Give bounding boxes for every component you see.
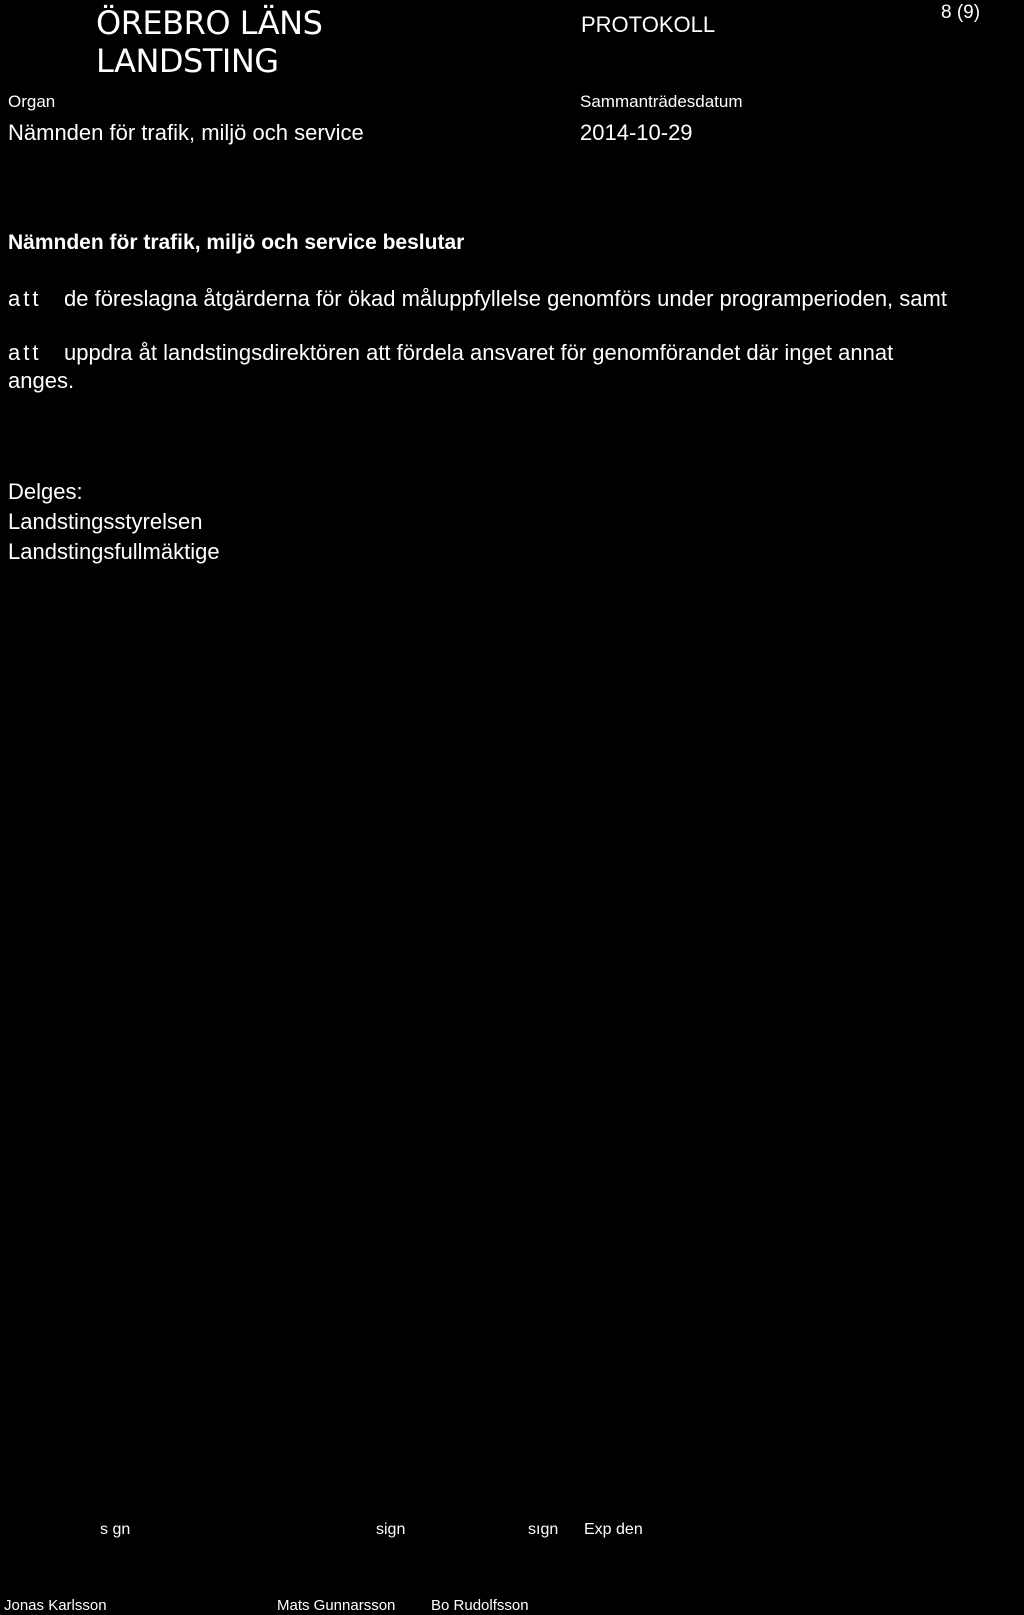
expedition-date-label: Exp den [584, 1521, 643, 1538]
clause-prefix: att [8, 340, 42, 365]
decision-clause [8, 339, 893, 395]
clause-text: uppdra åt landstingsdirektören att fördela ansvaret för genomförandet där inget annat [64, 340, 894, 365]
clause-prefix: att [8, 286, 42, 311]
decision-clause [8, 285, 947, 313]
clause-text: de föreslagna åtgärderna för ökad måluppfyllelse genomförs under programperioden, samt [64, 286, 947, 311]
signatory-name: Jonas Karlsson [4, 1597, 107, 1614]
page-number: 8 (9) [941, 2, 981, 23]
organization-logo [96, 4, 322, 80]
signatory-name: Bo Rudolfsson [431, 1597, 529, 1614]
logo-line-2: LANDSTING [96, 42, 279, 80]
meeting-date-value: 2014-10-29 [580, 120, 693, 145]
distribution-item: Landstingsfullmäktige [8, 539, 220, 564]
distribution-list [8, 477, 220, 567]
logo-line-1: ÖREBRO LÄNS [96, 4, 323, 42]
signature-label: s gn [100, 1521, 131, 1538]
distribution-item: Landstingsstyrelsen [8, 509, 203, 534]
organ-value: Nämnden för trafik, miljö och service [8, 120, 364, 145]
meeting-date-label: Sammanträdesdatum [580, 92, 743, 111]
decision-heading: Nämnden för trafik, miljö och service beslutar [8, 231, 465, 254]
clause-text-continued: anges. [8, 368, 75, 393]
organ-label: Organ [8, 92, 56, 111]
distribution-label: Delges: [8, 479, 83, 504]
document-type: PROTOKOLL [581, 12, 716, 37]
signatory-name: Mats Gunnarsson [277, 1597, 396, 1614]
signature-label: sıgn [528, 1521, 559, 1538]
signature-label: sign [376, 1521, 406, 1538]
